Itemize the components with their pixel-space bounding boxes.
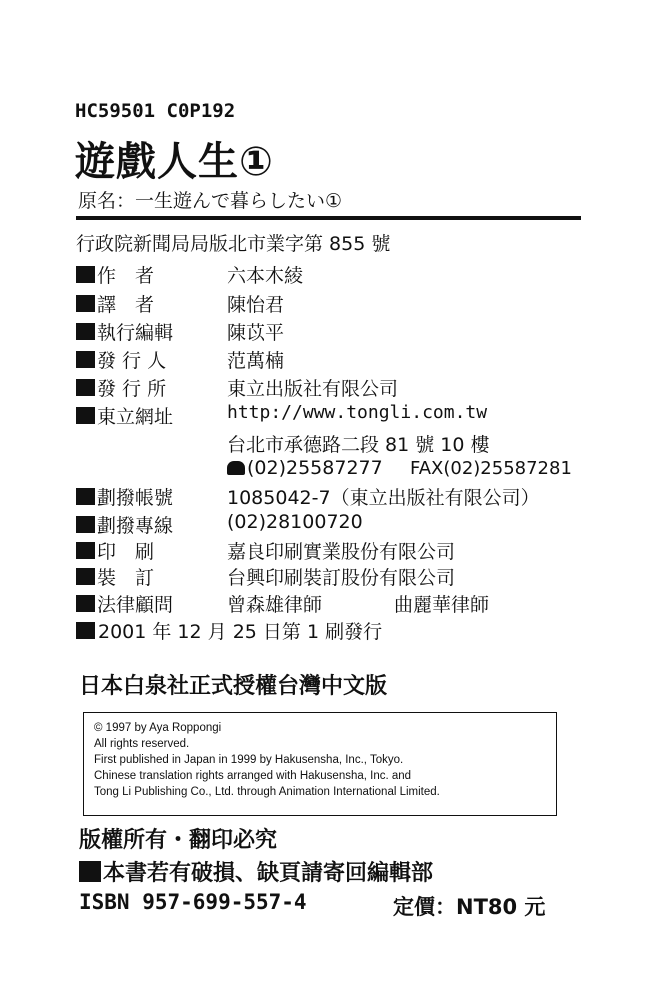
bullet-square-icon (76, 266, 95, 283)
credit-label: 法律顧問 (97, 594, 174, 616)
catalog-code: HC59501 C0P192 (75, 100, 236, 122)
bullet-square-icon (76, 516, 95, 533)
credit-row-transfer-line (76, 511, 596, 537)
credit-value: 六本木綾 (227, 265, 304, 287)
publisher-address: 台北市承德路二段 81 號 10 樓 (227, 434, 490, 456)
book-title: 遊戲人生① (75, 139, 274, 185)
credit-label: 東立網址 (97, 406, 174, 428)
original-title: 原名：一生遊んで暮らしたい① (78, 190, 343, 212)
credit-label: 印 刷 (97, 541, 155, 563)
damage-notice-row (79, 856, 433, 887)
credit-row-author (76, 261, 596, 287)
website-url[interactable]: http://www.tongli.com.tw (227, 402, 488, 423)
bullet-square-icon (76, 295, 95, 312)
credit-value: 1085042-7（東立出版社有限公司） (227, 487, 540, 509)
copyright-line: Tong Li Publishing Co., Ltd. through Animation International Limited. (94, 786, 440, 798)
credit-label: 執行編輯 (97, 322, 174, 344)
copyright-line: Chinese translation rights arranged with Hakusensha, Inc. and (94, 770, 412, 782)
copyright-line: All rights reserved. (94, 738, 190, 750)
bullet-square-icon (79, 861, 101, 882)
copyright-line: First published in Japan in 1999 by Hakusensha, Inc., Tokyo. (94, 754, 404, 766)
price: 定價：NT80 元 (393, 895, 546, 919)
credit-value: 台興印刷裝訂股份有限公司 (227, 567, 456, 589)
bullet-square-icon (76, 568, 95, 585)
bullet-square-icon (76, 542, 95, 559)
bullet-square-icon (76, 407, 95, 424)
bullet-square-icon (76, 622, 95, 639)
print-date: 2001 年 12 月 25 日第 1 刷發行 (98, 621, 383, 643)
damage-notice: 本書若有破損、缺頁請寄回編輯部 (103, 861, 434, 886)
credit-row-binding (76, 563, 596, 589)
license-number: 行政院新聞局局版北市業字第 855 號 (76, 233, 391, 255)
credit-row-printing (76, 537, 596, 563)
credit-label: 劃撥專線 (97, 515, 174, 537)
credit-value-2: 曲麗華律師 (394, 594, 490, 616)
credit-value: 嘉良印刷實業股份有限公司 (227, 541, 456, 563)
credit-label: 作 者 (97, 265, 155, 287)
title-divider (76, 216, 581, 220)
bullet-square-icon (76, 595, 95, 612)
fax-number: FAX(02)25587281 (410, 458, 572, 479)
credit-value: 范萬楠 (227, 350, 285, 372)
credit-value: 曾森雄律師 (227, 594, 323, 616)
credit-row-website (76, 402, 596, 428)
copyright-line: © 1997 by Aya Roppongi (94, 722, 222, 734)
credit-row-translator (76, 290, 596, 316)
credit-label: 劃撥帳號 (97, 487, 174, 509)
credit-label: 裝 訂 (97, 567, 155, 589)
credit-label: 發 行 人 (97, 350, 167, 372)
phone-line (227, 457, 383, 479)
bullet-square-icon (76, 488, 95, 505)
credit-value: 東立出版社有限公司 (227, 378, 399, 400)
credit-row-publisher (76, 374, 596, 400)
bullet-square-icon (76, 323, 95, 340)
bullet-square-icon (76, 351, 95, 368)
print-date-row (76, 617, 596, 643)
credit-value: 陳苡平 (227, 322, 285, 344)
phone-icon (227, 461, 245, 475)
credit-row-publisher-person (76, 346, 596, 372)
rights-notice: 版權所有・翻印必究 (79, 828, 278, 853)
authorization-notice: 日本白泉社正式授權台灣中文版 (79, 674, 388, 699)
credit-row-transfer-account (76, 483, 596, 509)
credit-row-legal (76, 590, 596, 616)
credit-value: (02)28100720 (227, 511, 363, 533)
bullet-square-icon (76, 379, 95, 396)
isbn: ISBN 957-699-557-4 (79, 890, 307, 914)
credit-label: 發 行 所 (97, 378, 167, 400)
copyright-box (83, 712, 557, 816)
phone-number: (02)25587277 (247, 457, 383, 479)
credit-row-editor (76, 318, 596, 344)
credit-value: 陳怡君 (227, 294, 285, 316)
credit-label: 譯 者 (97, 294, 155, 316)
